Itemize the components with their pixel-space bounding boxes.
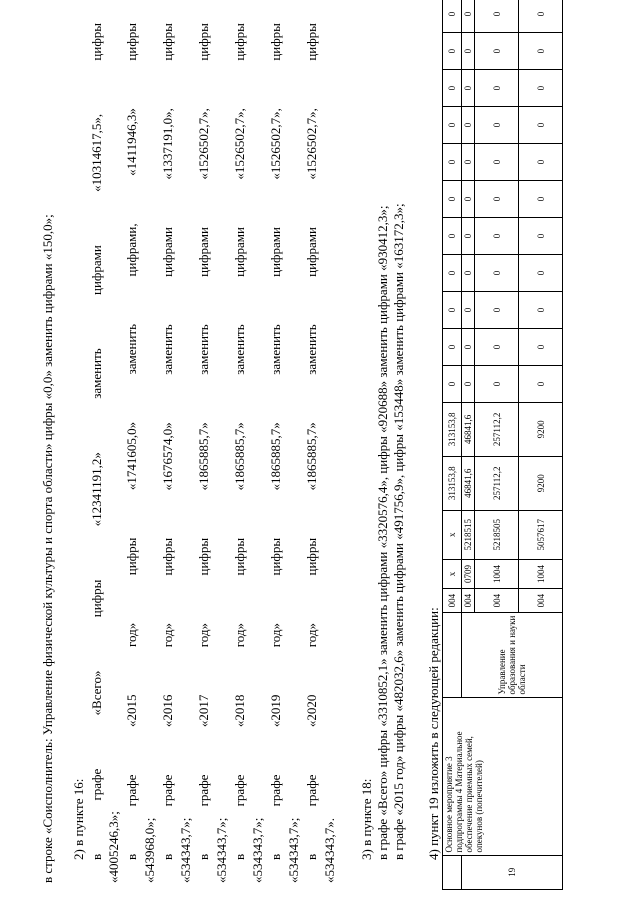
paragraph-line: в графе «2017 год» цифры «1865885,7» заменить цифрами «1526502,7», цифры	[196, 23, 211, 860]
table-cell: 0	[519, 291, 563, 328]
table-cell: 5218505	[475, 510, 519, 559]
table-cell: 0	[462, 254, 475, 291]
table-cell: 1004	[519, 559, 563, 589]
table-cell: 0	[443, 365, 462, 402]
paragraph-line: в графе «2015 год» цифры «1741605,0» заменить цифрами, «1411946,3» цифры	[124, 23, 139, 860]
paragraph-line: в графе «Всего» цифры «3310852,1» заменить цифрами «3320576,4», цифры «920688» заменить цифрами «930412,3»;	[375, 205, 390, 860]
table-cell: 0	[519, 365, 563, 402]
table-cell: 0	[519, 70, 563, 107]
paragraph-line: «534343,7».	[322, 818, 337, 883]
table-cell: 257112,2	[475, 402, 519, 456]
table-cell: 1004	[475, 559, 519, 589]
table-cell: 0	[475, 33, 519, 70]
table-cell: 004	[475, 589, 519, 613]
paragraph-line: в графе «2018 год» цифры «1865885,7» заменить цифрами «1526502,7», цифры	[232, 23, 247, 860]
table-cell: 0	[519, 0, 563, 33]
table-cell: 0	[519, 218, 563, 255]
paragraph-line: в графе «2020 год» цифры «1865885,7» заменить цифрами «1526502,7», цифры	[304, 23, 319, 860]
table-cell: 0	[443, 328, 462, 365]
table-cell: 0	[443, 0, 462, 33]
table-cell: 0	[519, 181, 563, 218]
table-cell: 0	[462, 107, 475, 144]
table-cell: 0	[462, 365, 475, 402]
table-cell: 46841,6	[462, 456, 475, 510]
table-cell: 0	[475, 144, 519, 181]
table-cell: 0	[475, 365, 519, 402]
table-cell: 004	[443, 589, 462, 613]
table-cell: 0	[443, 254, 462, 291]
table-cell: 0	[443, 181, 462, 218]
table-cell: 0	[475, 70, 519, 107]
table-cell: 0	[519, 254, 563, 291]
paragraph-line: в графе «Всего» цифры «12341191,2» заменить цифрами «10314617,5», цифры	[89, 23, 104, 860]
table-cell: 313153,8	[443, 402, 462, 456]
table-cell: 004	[462, 589, 475, 613]
table-cell: 0	[443, 33, 462, 70]
table-cell: 0	[462, 0, 475, 33]
table-cell: 0	[443, 144, 462, 181]
table-cell: 0	[519, 33, 563, 70]
budget-table	[442, 0, 630, 890]
table-cell: 0	[462, 70, 475, 107]
table-cell: 257112,2	[475, 456, 519, 510]
table-cell: 9200	[519, 456, 563, 510]
table-cell: 19	[462, 855, 563, 889]
table-cell: 5218515	[462, 510, 475, 559]
table-cell: 9200	[519, 402, 563, 456]
section-heading-19: 4) пункт 19 изложить в следующей редакции:	[426, 607, 441, 860]
table-cell: 0	[462, 144, 475, 181]
table-cell: 0	[519, 328, 563, 365]
table-cell: 0	[475, 291, 519, 328]
paragraph-line: «4005246,3»;	[106, 811, 121, 883]
table-cell: 0	[475, 254, 519, 291]
table-cell: 0	[462, 181, 475, 218]
paragraph-line: «534343,7»;	[178, 817, 193, 883]
paragraph-line: в графе «2016 год» цифры «1676574,0» заменить цифрами «1337191,0», цифры	[160, 23, 175, 860]
coexecutor-line: в строке «Соисполнитель: Управление физической культуры и спорта области» цифры «0,0» заменить цифрами «150,0»;	[40, 214, 55, 883]
table-cell: 0	[462, 33, 475, 70]
paragraph-line: «534343,7»;	[250, 817, 265, 883]
table-cell: x	[443, 559, 462, 589]
table-cell: 0	[443, 70, 462, 107]
table-cell: x	[443, 510, 462, 559]
table-cell: 0	[475, 218, 519, 255]
table-cell: 0	[443, 107, 462, 144]
table-cell: 0	[462, 291, 475, 328]
table-cell: Основное мероприятие 3 подпрограммы 4 Материальное обеспечение приемных семей, опекунов (попечителей)	[443, 697, 563, 855]
table-cell: Управление образования и науки области	[462, 612, 563, 697]
section-heading-16: 2) в пункте 16:	[71, 778, 86, 860]
paragraph-line: «534343,7»;	[214, 817, 229, 883]
table-cell: 0	[519, 144, 563, 181]
paragraph-line: «543968,0»;	[142, 817, 157, 883]
table-cell: 0	[475, 107, 519, 144]
table-cell: 0	[443, 218, 462, 255]
table-cell: 0	[475, 328, 519, 365]
table-cell: 0709	[462, 559, 475, 589]
section-heading-18: 3) в пункте 18:	[359, 778, 374, 860]
table-cell: 5057617	[519, 510, 563, 559]
paragraph-line: «534343,7»;	[286, 817, 301, 883]
table-cell: 004	[519, 589, 563, 613]
table-cell: 46841,6	[462, 402, 475, 456]
table-cell: 0	[475, 0, 519, 33]
table-row	[443, 0, 462, 890]
table-cell: 313153,8	[443, 456, 462, 510]
table-cell: 0	[462, 328, 475, 365]
table-cell: 0	[443, 291, 462, 328]
table-cell: 0	[519, 107, 563, 144]
table-cell: 0	[475, 181, 519, 218]
paragraph-line: в графе «2019 год» цифры «1865885,7» заменить цифрами «1526502,7», цифры	[268, 23, 283, 860]
paragraph-line: в графе «2015 год» цифры «482032,6» заменить цифрами «491756,9», цифры «153448» заменить цифрами «163172,3»;	[391, 203, 406, 860]
table-cell: 0	[462, 218, 475, 255]
